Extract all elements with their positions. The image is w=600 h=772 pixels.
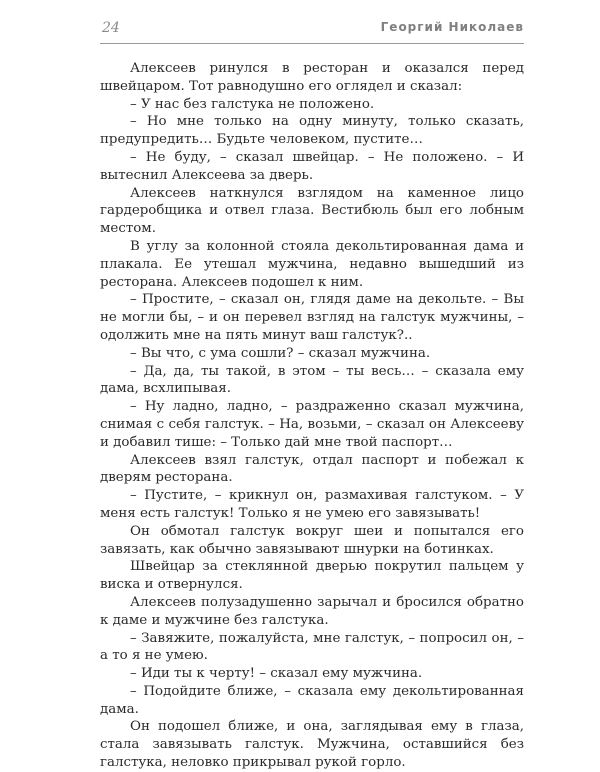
paragraph: – Завяжите, пожалуйста, мне галстук, – попросил он, – а то я не умею.: [100, 630, 524, 664]
paragraph: Алексеев взял галстук, отдал паспорт и побежал к дверям ресторана.: [100, 452, 524, 486]
paragraph: – Пустите, – крикнул он, размахивая галстуком. – У меня есть галстук! Только я не умею его завязывать!: [100, 488, 524, 521]
paragraph: Алексеев полузадушенно зарычал и бросился обратно к даме и мужчине без галстука.: [100, 594, 524, 628]
paragraph: – Не буду, – сказал швейцар. – Не положено. – И вытеснил Алексеева за дверь.: [100, 149, 524, 183]
running-head-author: Георгий Николаев: [380, 20, 524, 34]
paragraph: – Но мне только на одну минуту, только сказать, предупредить… Будьте человеком, пустите…: [100, 114, 524, 148]
paragraph: – У нас без галстука не положено.: [130, 96, 375, 112]
header-rule: [100, 43, 524, 44]
paragraph: – Ну ладно, ладно, – раздраженно сказал мужчина, снимая с себя галстук. – На, возьми, – сказал он Алексееву и добавил тише: – Только дай мне твой паспорт…: [100, 399, 524, 450]
paragraph: – Иди ты к черту! – сказал ему мужчина.: [130, 666, 423, 682]
paragraph: – Да, да, ты такой, в этом – ты весь… – сказала ему дама, всхлипывая.: [100, 363, 524, 397]
paragraph: Алексеев ринулся в ресторан и оказался перед швейцаром. Тот равнодушно его оглядел и сказал:: [100, 61, 524, 94]
paragraph: – Простите, – сказал он, глядя даме на декольте. – Вы не могли бы, – и он перевел взгляд на галстук мужчины, – одолжить мне на пять минут ваш галстук?..: [100, 292, 524, 343]
paragraph: Алексеев наткнулся взглядом на каменное лицо гардеробщика и отвел глаза. Вестибюль был его лобным местом.: [100, 185, 524, 237]
paragraph: Он подошел ближе, и она, заглядывая ему в глаза, стала завязывать галстук. Мужчина, оставшийся без галстука, неловко прикрывал рукой горло.: [100, 719, 524, 771]
paragraph: В углу за колонной стояла декольтированная дама и плакала. Ее утешал мужчина, недавно вышедший из ресторана. Алексеев подошел к ним.: [100, 238, 524, 290]
page-number: 24: [102, 20, 120, 36]
body-text: [100, 60, 524, 772]
paragraph: – Подойдите ближе, – сказала ему декольтированная дама.: [100, 683, 524, 717]
paragraph: Он обмотал галстук вокруг шеи и попытался его завязать, как обычно завязывают шнурки на ботинках.: [100, 523, 524, 557]
page-header: [100, 18, 524, 40]
paragraph: Швейцар за стеклянной дверью покрутил пальцем у виска и отвернулся.: [100, 559, 524, 593]
paragraph: – Вы что, с ума сошли? – сказал мужчина.: [130, 345, 431, 361]
